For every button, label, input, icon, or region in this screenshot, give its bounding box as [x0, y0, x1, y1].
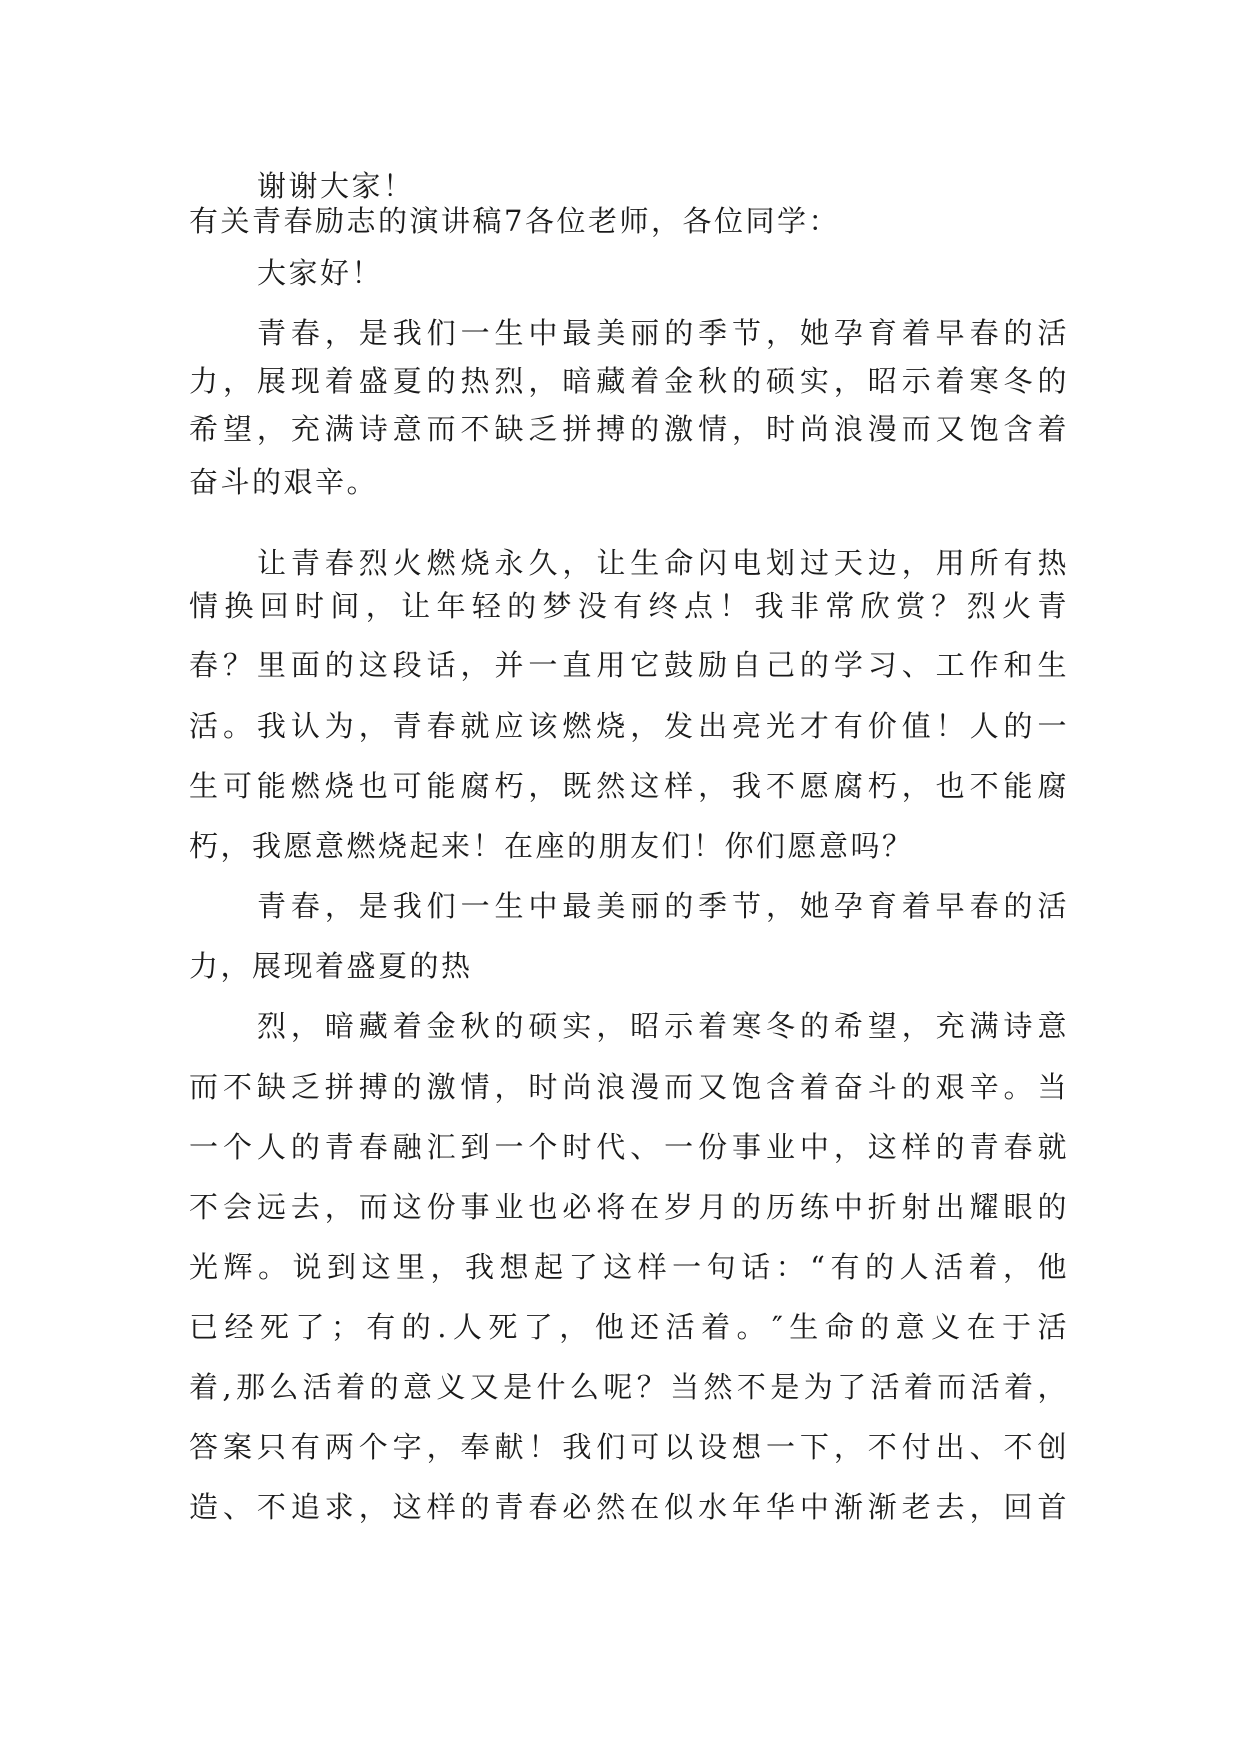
- text-line: 答案只有两个字，奉献！我们可以设想一下，不付出、不创: [189, 1430, 1069, 1464]
- text-line: 不会远去，而这份事业也必将在岁月的历练中折射出耀眼的: [189, 1190, 1069, 1224]
- text-line: 烈，暗藏着金秋的硕实，昭示着寒冬的希望，充满诗意: [257, 1009, 1069, 1043]
- text-line: 力，展现着盛夏的热烈，暗藏着金秋的硕实，昭示着寒冬的: [189, 364, 1069, 398]
- text-line: 生可能燃烧也可能腐朽，既然这样，我不愿腐朽，也不能腐: [189, 769, 1069, 803]
- text-line: 活。我认为，青春就应该燃烧，发出亮光才有价值！人的一: [189, 709, 1069, 743]
- text-line: 已经死了；有的.人死了，他还活着。″生命的意义在于活: [189, 1310, 1069, 1344]
- text-line: 让青春烈火燃烧永久，让生命闪电划过天边，用所有热: [257, 546, 1069, 580]
- text-line: 着,那么活着的意义又是什么呢？当然不是为了活着而活着，: [189, 1370, 1069, 1404]
- text-line: 希望，充满诗意而不缺乏拼搏的激情，时尚浪漫而又饱含着: [189, 412, 1069, 446]
- text-line: 力，展现着盛夏的热: [189, 949, 473, 983]
- text-line: 情换回时间，让年轻的梦没有终点！我非常欣赏？烈火青: [189, 589, 1069, 623]
- text-line: 有关青春励志的演讲稿7各位老师，各位同学：: [189, 204, 840, 238]
- text-line: 奋斗的艰辛。: [189, 465, 379, 499]
- text-line: 一个人的青春融汇到一个时代、一份事业中，这样的青春就: [189, 1130, 1069, 1164]
- text-line: 谢谢大家！: [257, 169, 415, 203]
- text-line: 青春，是我们一生中最美丽的季节，她孕育着早春的活: [257, 889, 1069, 923]
- text-line: 青春，是我们一生中最美丽的季节，她孕育着早春的活: [257, 316, 1069, 350]
- text-line: 春？里面的这段话，并一直用它鼓励自己的学习、工作和生: [189, 648, 1069, 682]
- text-line: 光辉。说到这里，我想起了这样一句话：“有的人活着，他: [189, 1250, 1069, 1284]
- text-line: 大家好！: [257, 256, 384, 290]
- text-line: 造、不追求，这样的青春必然在似水年华中渐渐老去，回首: [189, 1490, 1069, 1524]
- text-line: 朽，我愿意燃烧起来！在座的朋友们！你们愿意吗？: [189, 829, 914, 863]
- text-line: 而不缺乏拼搏的激情，时尚浪漫而又饱含着奋斗的艰辛。当: [189, 1070, 1069, 1104]
